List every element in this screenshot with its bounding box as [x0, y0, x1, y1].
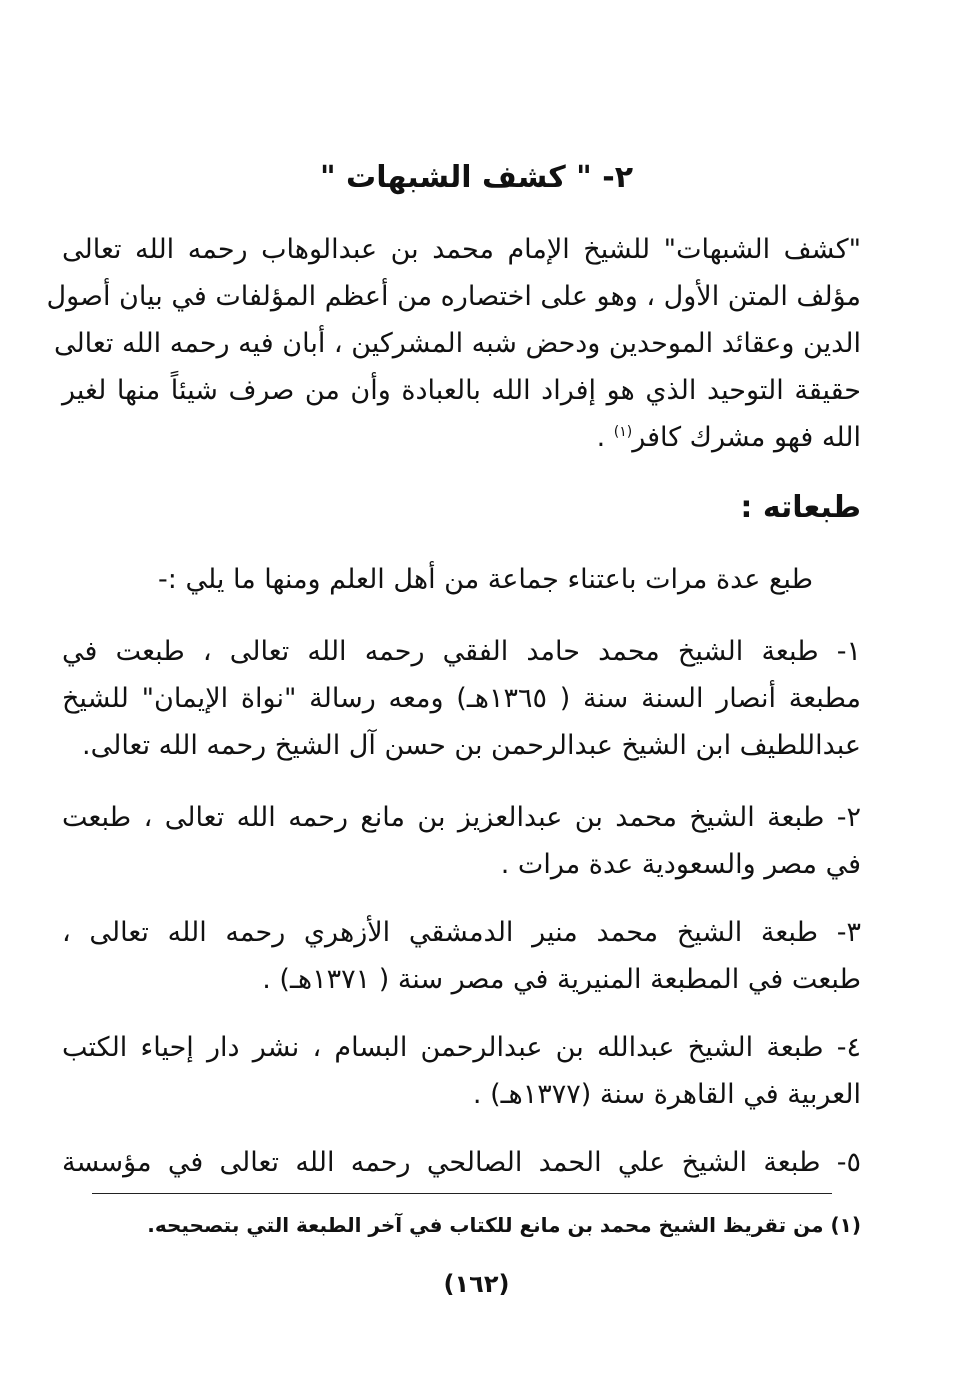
- edition-3-line-1: ٣- طبعة الشيخ محمد منير الدمشقي الأزهري رحمه الله تعالى ،: [62, 917, 861, 948]
- edition-5-line-1: ٥- طبعة الشيخ علي الحمد الصالحي رحمه الله تعالى في مؤسسة: [62, 1147, 861, 1178]
- edition-1-line-3: عبداللطيف ابن الشيخ عبدالرحمن بن حسن آل الشيخ رحمه الله تعالى.: [82, 730, 861, 761]
- edition-1-line-2: مطبعة أنصار السنة سنة ( ١٣٦٥هـ) ومعه رسالة "نواة الإيمان" للشيخ: [62, 683, 861, 714]
- edition-1-line-1: ١- طبعة الشيخ محمد حامد الفقي رحمه الله تعالى ، طبعت في: [62, 636, 861, 667]
- intro-line-4: حقيقة التوحيد الذي هو إفراد الله بالعبادة وأن من صرف شيئاً منها لغير: [62, 375, 861, 406]
- editions-intro: طبع عدة مرات باعتناء جماعة من أهل العلم ومنها ما يلي :-: [158, 564, 813, 595]
- intro-line-5-text: الله فهو مشرك كافر: [632, 422, 861, 453]
- footnote: (١) من تقريظ الشيخ محمد بن مانع للكتاب في آخر الطبعة التي بتصحيحه.: [147, 1213, 861, 1237]
- intro-line-3: الدين وعقائد الموحدين ودحض شبه المشركين ، أبان فيه رحمه الله تعالى: [53, 328, 861, 359]
- edition-2-line-2: في مصر والسعودية عدة مرات .: [500, 849, 861, 880]
- edition-4-line-2: العربية في القاهرة سنة (١٣٧٧هـ) .: [472, 1079, 861, 1110]
- edition-2-line-1: ٢- طبعة الشيخ محمد بن عبدالعزيز بن مانع رحمه الله تعالى ، طبعت: [62, 802, 861, 833]
- page-number: (١٦٢): [443, 1270, 510, 1298]
- edition-4-line-1: ٤- طبعة الشيخ عبدالله بن عبدالرحمن البسام ، نشر دار إحياء الكتب: [62, 1032, 861, 1063]
- intro-line-2: مؤلف المتن الأول ، وهو على اختصاره من أعظم المؤلفات في بيان أصول: [46, 281, 861, 312]
- section-heading: ٢- " كشف الشبهات ": [319, 160, 634, 195]
- footnote-reference: (١): [613, 424, 633, 440]
- edition-3-line-2: طبعت في المطبعة المنيرية في مصر سنة ( ١٣٧١هـ) .: [262, 964, 861, 995]
- footnote-separator: [92, 1193, 832, 1194]
- editions-label: طبعاته :: [740, 490, 861, 525]
- intro-line-5-end: .: [596, 422, 614, 453]
- intro-line-5: [62, 418, 861, 458]
- intro-line-1: "كشف الشبهات" للشيخ الإمام محمد بن عبدالوهاب رحمه الله تعالى: [62, 234, 861, 265]
